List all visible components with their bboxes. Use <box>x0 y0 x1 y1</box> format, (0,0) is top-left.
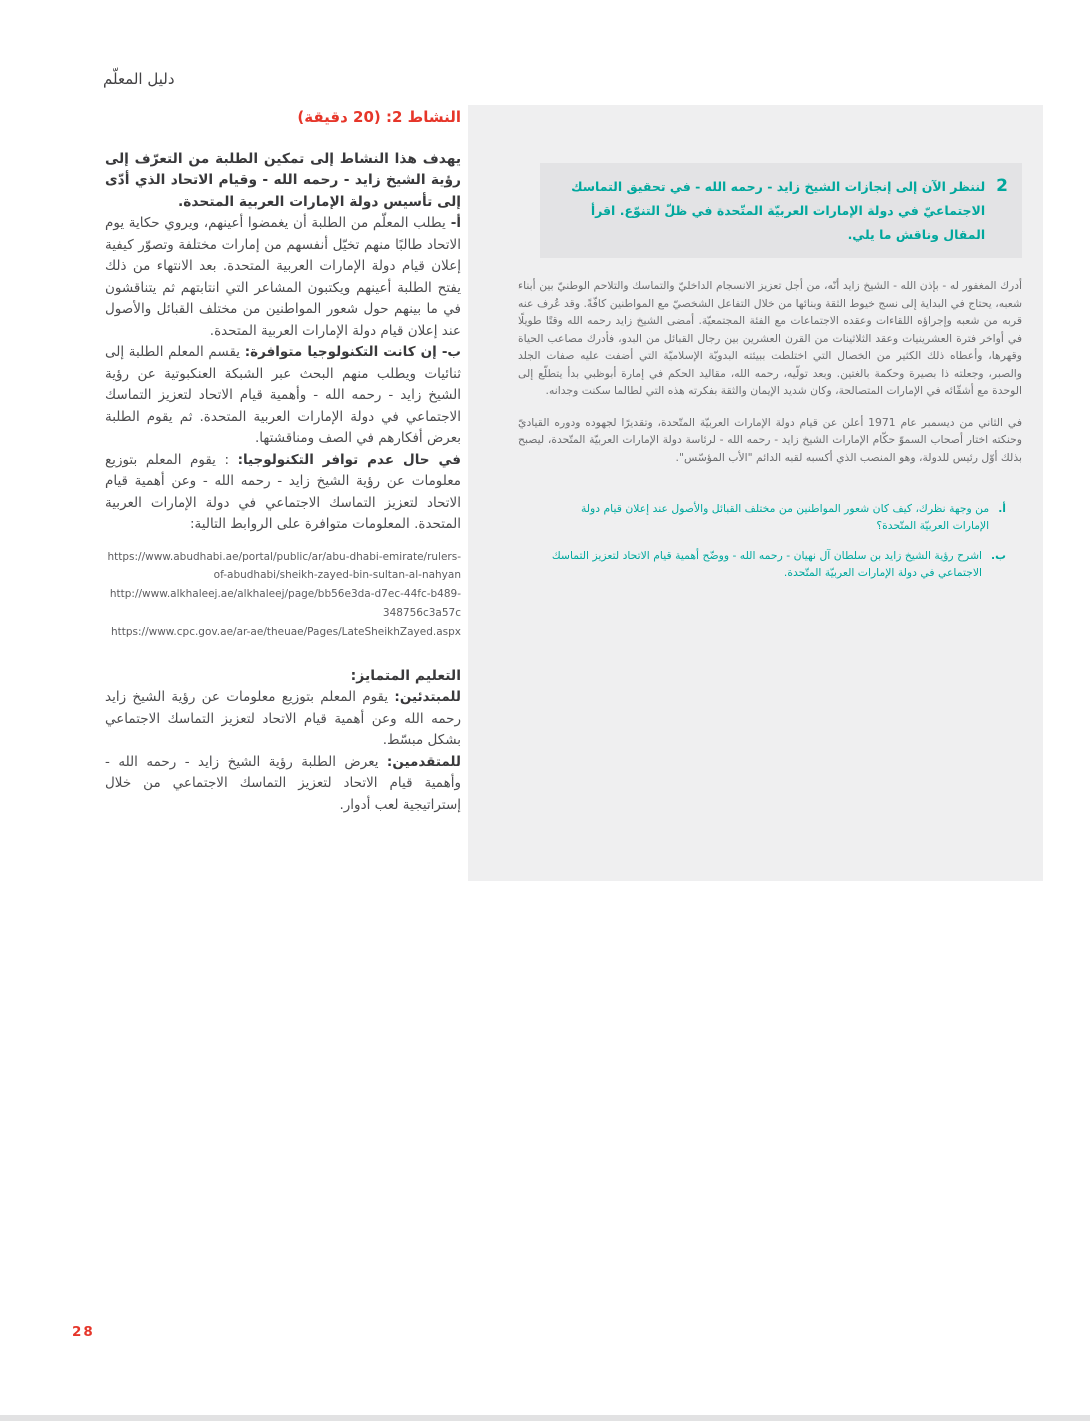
article-paragraph-1: أدرك المغفور له - بإذن الله - الشيخ زايد أنّه، من أجل تعزيز الانسجام الداخليّ والتماسك والتلاحم الوطنيّ بين أبناء شعبه، يحتاج في البداية إلى نسج خيوط الثقة وبنائها من خلال التفاعل الشخصيّ مع المواطنين كافّةً. وقد عُرف عنه قربه من شعبه وإجراؤه اللقاءات وعقده الاجتماعات مع الفئة المجتمعيّة. أمضى الشيخ زايد رحمه الله وقتًا طويلًا في أواخر فترة العشرينيات وعقد الثلاثينات من القرن العشرين بين رجال القبائل من البدو، فأدرك مصاعب الحياة وقهرها، وأعطاه ذلك الكثير من الخصال التي اختلطت ببيئته البدويّة الإسلاميّة التي أضفت عليه صفات الجلد والصبر، وجعلته ذا بصيرة وحكمة بالغتين. وبعد تولّيه، رحمه الله، مقاليد الحكم في إمارة أبوظبي بدأ يتطلّع إلى الوحدة مع أشقّائه في الإمارات المتصالحة، وكان شديد الإيمان والثقة بفكرته هذه التي لطالما سكنت وجدانه. <box>518 279 1022 398</box>
resource-link-2[interactable]: http://www.alkhaleej.ae/alkhaleej/page/bb56e3da-d7ec-44fc-b489-348756c3a57c <box>109 588 461 620</box>
step-a-paragraph <box>105 213 461 342</box>
question-label-b: ب. <box>991 549 1006 563</box>
beginners-lead: للمبتدئين: <box>394 689 461 706</box>
article-paragraph-2: في الثاني من ديسمبر عام 1971 أعلن عن قيام دولة الإمارات العربيّة المتّحدة، وتقديرًا لجهوده ودوره القياديّ وحنكته اختار أصحاب السموّ حكّام الإمارات الشيخ زايد - رحمه الله - لرئاسة دولة الإمارات العربيّة المتّحدة، ليصبح بذلك أوّل رئيس للدولة، وهو المنصب الذي أكسبه لقبه الدائم "الأب المؤسّس". <box>518 415 1022 464</box>
resource-link-1[interactable]: https://www.abudhabi.ae/portal/public/ar/abu-dhabi-emirate/rulers-of-abudhabi/sheikh-zayed-bin-sultan-al-nahyan <box>107 550 461 582</box>
task-instruction: لننظر الآن إلى إنجازات الشيخ زايد - رحمه الله - في تحقيق التماسك الاجتماعيّ في دولة الإمارات العربيّة المتّحدة في ظلّ التنوّع. اقرأ المقال وناقش ما يلي. <box>571 179 986 242</box>
resource-link-3[interactable]: https://www.cpc.gov.ae/ar-ae/theuae/Pages/LateSheikhZayed.aspx <box>110 626 461 639</box>
step-b-lead: ب- إن كانت التكنولوجيا متوافرة: <box>244 344 461 360</box>
page-bottom-edge <box>0 1415 1090 1421</box>
question-item-b <box>548 547 1006 581</box>
step-b-body: يقسم المعلم الطلبة إلى ثنائيات ويطلب منهم البحث عبر الشبكة العنكبوتية عن رؤية الشيخ زايد - رحمه الله - وأهمية قيام الاتحاد لتعزيز التماسك الاجتماعي في دولة الإمارات العربية المتحدة. ثم يقوم الطلبة بعرض أفكارهم في الصف ومناقشتها. <box>105 344 461 446</box>
differentiated-learning-heading: التعليم المتمايز: <box>350 667 461 684</box>
page-number: 28 <box>72 1324 95 1340</box>
no-tech-paragraph <box>105 450 461 536</box>
question-item-a <box>548 500 1006 534</box>
step-a-lead: أ- <box>445 215 462 231</box>
discussion-questions <box>518 500 1006 581</box>
task-number: 2 <box>996 176 1008 196</box>
document-title: دليل المعلّم <box>103 70 175 88</box>
beginners-paragraph <box>105 687 461 752</box>
step-b-paragraph <box>105 342 461 450</box>
step-a-body: يطلب المعلّم من الطلبة أن يغمضوا أعينهم، ويروي حكاية يوم الاتحاد طالبًا منهم تخيّل أنفسهم من إمارات مختلفة وتصوّر كيفية إعلان قيام دولة الإمارات العربية المتحدة. بعد الانتهاء من ذلك يفتح الطلبة أعينهم ويكتبون المشاعر التي انتابتهم ثم يتناقشون في ما بينهم حول شعور المواطنين من مختلف القبائل والأصول عند إعلان قيام دولة الإمارات العربية المتحدة. <box>105 215 461 339</box>
question-label-a: أ. <box>998 502 1006 516</box>
advanced-lead: للمتقدمين: <box>386 753 461 770</box>
no-tech-lead: في حال عدم توافر التكنولوجيا: <box>237 451 461 468</box>
question-text-b: اشرح رؤية الشيخ زايد بن سلطان آل نهيان - رحمه الله - ووضّح أهمية قيام الاتحاد لتعزيز التماسك الاجتماعي في دولة الإمارات العربيّة المتّحدة. <box>551 549 983 580</box>
task-header-box <box>540 163 1022 258</box>
no-tech-body: : يقوم المعلم بتوزيع معلومات عن رؤية الشيخ زايد - رحمه الله - وعن أهمية قيام الاتحاد لتعزيز التماسك الاجتماعي في دولة الإمارات العربية المتحدة. المعلومات متوافرة على الروابط التالية: <box>105 451 461 532</box>
activity-heading: النشاط 2: (20 دقيقة) <box>297 108 461 126</box>
article-body <box>468 277 1043 581</box>
beginners-body: يقوم المعلم بتوزيع معلومات عن رؤية الشيخ زايد رحمه الله وعن أهمية قيام الاتحاد لتعزيز التماسك الاجتماعي بشكل مبسّط. <box>105 689 461 749</box>
resource-links <box>105 548 461 642</box>
question-text-a: من وجهة نظرك، كيف كان شعور المواطنين من مختلف القبائل والأصول عند إعلان قيام دولة الإمارات العربيّة المتّحدة؟ <box>580 502 990 533</box>
advanced-body: يعرض الطلبة رؤية الشيخ زايد - رحمه الله - وأهمية قيام الاتحاد لتعزيز التماسك الاجتماعي من خلال إستراتيجية لعب أدوار. <box>105 753 461 813</box>
teacher-notes-column <box>105 107 461 816</box>
advanced-paragraph <box>105 752 461 817</box>
student-article-panel <box>468 105 1043 881</box>
activity-objective: يهدف هذا النشاط إلى تمكين الطلبة من التعرّف إلى رؤية الشيخ زايد - رحمه الله - وقيام الاتحاد الذي أدّى إلى تأسيس دولة الإمارات العربية المتحدة. <box>105 150 461 210</box>
